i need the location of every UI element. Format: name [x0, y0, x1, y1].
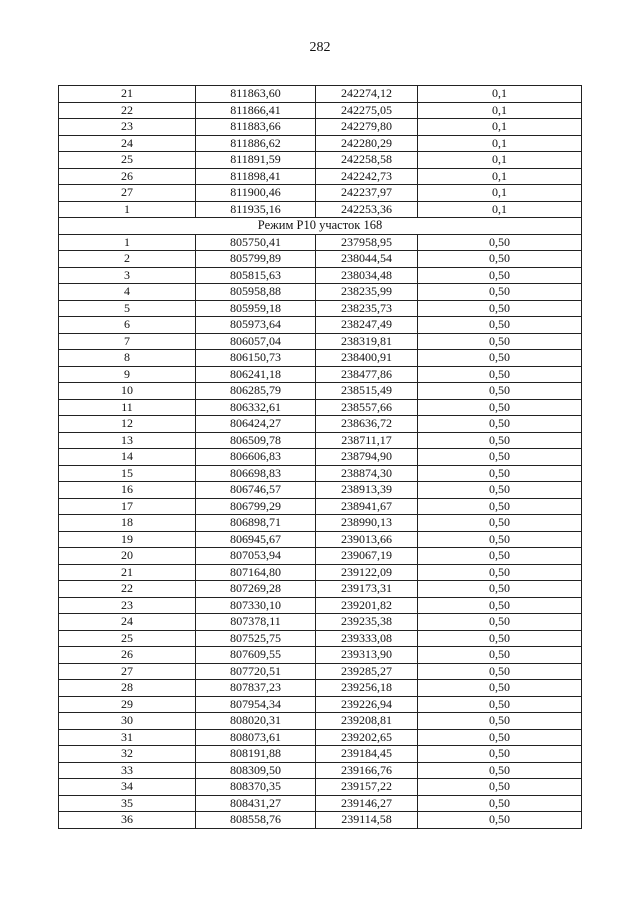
coordinate-row [59, 383, 582, 400]
y-coordinate-cell: 238477,86 [316, 366, 418, 383]
point-number-cell: 1 [59, 201, 196, 218]
accuracy-cell: 0,50 [418, 762, 582, 779]
accuracy-cell: 0,50 [418, 234, 582, 251]
section-title-row [59, 218, 582, 235]
coordinate-row [59, 267, 582, 284]
accuracy-cell: 0,50 [418, 267, 582, 284]
point-number-cell: 6 [59, 317, 196, 334]
coordinate-row [59, 548, 582, 565]
point-number-cell: 4 [59, 284, 196, 301]
coordinate-row [59, 284, 582, 301]
accuracy-cell: 0,1 [418, 119, 582, 136]
accuracy-cell: 0,50 [418, 432, 582, 449]
accuracy-cell: 0,50 [418, 597, 582, 614]
y-coordinate-cell: 242237,97 [316, 185, 418, 202]
y-coordinate-cell: 238913,39 [316, 482, 418, 499]
y-coordinate-cell: 238400,91 [316, 350, 418, 367]
point-number-cell: 27 [59, 663, 196, 680]
x-coordinate-cell: 806898,71 [196, 515, 316, 532]
point-number-cell: 5 [59, 300, 196, 317]
y-coordinate-cell: 242275,05 [316, 102, 418, 119]
point-number-cell: 21 [59, 564, 196, 581]
accuracy-cell: 0,50 [418, 465, 582, 482]
x-coordinate-cell: 807954,34 [196, 696, 316, 713]
x-coordinate-cell: 807525,75 [196, 630, 316, 647]
coordinate-row [59, 647, 582, 664]
point-number-cell: 36 [59, 812, 196, 829]
coordinate-row [59, 399, 582, 416]
point-number-cell: 24 [59, 135, 196, 152]
x-coordinate-cell: 806424,27 [196, 416, 316, 433]
x-coordinate-cell: 806332,61 [196, 399, 316, 416]
point-number-cell: 11 [59, 399, 196, 416]
y-coordinate-cell: 238235,73 [316, 300, 418, 317]
x-coordinate-cell: 807269,28 [196, 581, 316, 598]
point-number-cell: 26 [59, 647, 196, 664]
accuracy-cell: 0,1 [418, 185, 582, 202]
x-coordinate-cell: 811886,62 [196, 135, 316, 152]
point-number-cell: 31 [59, 729, 196, 746]
coordinate-row [59, 713, 582, 730]
accuracy-cell: 0,50 [418, 300, 582, 317]
coordinate-row [59, 366, 582, 383]
coordinate-row [59, 762, 582, 779]
accuracy-cell: 0,50 [418, 251, 582, 268]
coordinate-row [59, 416, 582, 433]
y-coordinate-cell: 239067,19 [316, 548, 418, 565]
coordinate-row [59, 432, 582, 449]
coordinate-row [59, 465, 582, 482]
y-coordinate-cell: 242242,73 [316, 168, 418, 185]
coordinate-row [59, 333, 582, 350]
coordinate-row [59, 482, 582, 499]
y-coordinate-cell: 239173,31 [316, 581, 418, 598]
coordinate-row [59, 515, 582, 532]
accuracy-cell: 0,50 [418, 317, 582, 334]
point-number-cell: 29 [59, 696, 196, 713]
point-number-cell: 9 [59, 366, 196, 383]
y-coordinate-cell: 239333,08 [316, 630, 418, 647]
accuracy-cell: 0,50 [418, 498, 582, 515]
x-coordinate-cell: 805815,63 [196, 267, 316, 284]
y-coordinate-cell: 239285,27 [316, 663, 418, 680]
y-coordinate-cell: 239184,45 [316, 746, 418, 763]
accuracy-cell: 0,50 [418, 729, 582, 746]
y-coordinate-cell: 237958,95 [316, 234, 418, 251]
y-coordinate-cell: 239166,76 [316, 762, 418, 779]
point-number-cell: 7 [59, 333, 196, 350]
y-coordinate-cell: 239114,58 [316, 812, 418, 829]
x-coordinate-cell: 811863,60 [196, 86, 316, 103]
coordinate-row [59, 597, 582, 614]
x-coordinate-cell: 808073,61 [196, 729, 316, 746]
point-number-cell: 32 [59, 746, 196, 763]
accuracy-cell: 0,50 [418, 366, 582, 383]
point-number-cell: 18 [59, 515, 196, 532]
point-number-cell: 14 [59, 449, 196, 466]
x-coordinate-cell: 805973,64 [196, 317, 316, 334]
y-coordinate-cell: 239313,90 [316, 647, 418, 664]
x-coordinate-cell: 806945,67 [196, 531, 316, 548]
section-title: Режим P10 участок 168 [59, 218, 582, 235]
point-number-cell: 10 [59, 383, 196, 400]
point-number-cell: 25 [59, 630, 196, 647]
coordinate-row [59, 449, 582, 466]
point-number-cell: 23 [59, 597, 196, 614]
x-coordinate-cell: 807330,10 [196, 597, 316, 614]
accuracy-cell: 0,1 [418, 135, 582, 152]
point-number-cell: 2 [59, 251, 196, 268]
accuracy-cell: 0,50 [418, 647, 582, 664]
point-number-cell: 27 [59, 185, 196, 202]
point-number-cell: 19 [59, 531, 196, 548]
y-coordinate-cell: 238990,13 [316, 515, 418, 532]
coordinate-row [59, 680, 582, 697]
x-coordinate-cell: 806057,04 [196, 333, 316, 350]
accuracy-cell: 0,50 [418, 713, 582, 730]
x-coordinate-cell: 808020,31 [196, 713, 316, 730]
y-coordinate-cell: 239226,94 [316, 696, 418, 713]
coordinate-row [59, 251, 582, 268]
coordinates-table [58, 85, 582, 829]
coordinate-row [59, 581, 582, 598]
x-coordinate-cell: 806799,29 [196, 498, 316, 515]
point-number-cell: 12 [59, 416, 196, 433]
point-number-cell: 25 [59, 152, 196, 169]
y-coordinate-cell: 239208,81 [316, 713, 418, 730]
accuracy-cell: 0,1 [418, 102, 582, 119]
y-coordinate-cell: 239013,66 [316, 531, 418, 548]
accuracy-cell: 0,50 [418, 746, 582, 763]
y-coordinate-cell: 238711,17 [316, 432, 418, 449]
coordinate-row [59, 300, 582, 317]
x-coordinate-cell: 805959,18 [196, 300, 316, 317]
y-coordinate-cell: 239146,27 [316, 795, 418, 812]
accuracy-cell: 0,50 [418, 482, 582, 499]
point-number-cell: 33 [59, 762, 196, 779]
y-coordinate-cell: 238319,81 [316, 333, 418, 350]
accuracy-cell: 0,1 [418, 168, 582, 185]
x-coordinate-cell: 805958,88 [196, 284, 316, 301]
x-coordinate-cell: 806698,83 [196, 465, 316, 482]
point-number-cell: 26 [59, 168, 196, 185]
point-number-cell: 30 [59, 713, 196, 730]
y-coordinate-cell: 239256,18 [316, 680, 418, 697]
accuracy-cell: 0,50 [418, 812, 582, 829]
point-number-cell: 1 [59, 234, 196, 251]
accuracy-cell: 0,50 [418, 531, 582, 548]
point-number-cell: 34 [59, 779, 196, 796]
point-number-cell: 24 [59, 614, 196, 631]
x-coordinate-cell: 811898,41 [196, 168, 316, 185]
coordinate-row [59, 812, 582, 829]
point-number-cell: 17 [59, 498, 196, 515]
point-number-cell: 16 [59, 482, 196, 499]
coordinate-row [59, 729, 582, 746]
coordinate-row [59, 185, 582, 202]
accuracy-cell: 0,50 [418, 515, 582, 532]
accuracy-cell: 0,50 [418, 614, 582, 631]
point-number-cell: 20 [59, 548, 196, 565]
x-coordinate-cell: 808431,27 [196, 795, 316, 812]
point-number-cell: 15 [59, 465, 196, 482]
accuracy-cell: 0,1 [418, 86, 582, 103]
coordinate-row [59, 614, 582, 631]
point-number-cell: 22 [59, 102, 196, 119]
point-number-cell: 22 [59, 581, 196, 598]
accuracy-cell: 0,50 [418, 416, 582, 433]
y-coordinate-cell: 238636,72 [316, 416, 418, 433]
accuracy-cell: 0,50 [418, 779, 582, 796]
point-number-cell: 28 [59, 680, 196, 697]
x-coordinate-cell: 808309,50 [196, 762, 316, 779]
x-coordinate-cell: 807053,94 [196, 548, 316, 565]
point-number-cell: 8 [59, 350, 196, 367]
x-coordinate-cell: 807164,80 [196, 564, 316, 581]
x-coordinate-cell: 806285,79 [196, 383, 316, 400]
accuracy-cell: 0,50 [418, 284, 582, 301]
x-coordinate-cell: 806150,73 [196, 350, 316, 367]
coordinate-row [59, 168, 582, 185]
coordinate-row [59, 779, 582, 796]
coordinate-row [59, 564, 582, 581]
coordinate-row [59, 498, 582, 515]
y-coordinate-cell: 238874,30 [316, 465, 418, 482]
y-coordinate-cell: 238515,49 [316, 383, 418, 400]
y-coordinate-cell: 238247,49 [316, 317, 418, 334]
x-coordinate-cell: 805799,89 [196, 251, 316, 268]
x-coordinate-cell: 806746,57 [196, 482, 316, 499]
x-coordinate-cell: 807837,23 [196, 680, 316, 697]
y-coordinate-cell: 238794,90 [316, 449, 418, 466]
accuracy-cell: 0,50 [418, 680, 582, 697]
x-coordinate-cell: 805750,41 [196, 234, 316, 251]
y-coordinate-cell: 239235,38 [316, 614, 418, 631]
coordinate-row [59, 663, 582, 680]
x-coordinate-cell: 808191,88 [196, 746, 316, 763]
coordinate-row [59, 531, 582, 548]
accuracy-cell: 0,50 [418, 581, 582, 598]
coordinate-row [59, 86, 582, 103]
accuracy-cell: 0,50 [418, 564, 582, 581]
y-coordinate-cell: 239201,82 [316, 597, 418, 614]
accuracy-cell: 0,50 [418, 383, 582, 400]
coordinate-row [59, 696, 582, 713]
coordinate-row [59, 102, 582, 119]
y-coordinate-cell: 238235,99 [316, 284, 418, 301]
accuracy-cell: 0,50 [418, 548, 582, 565]
coordinate-row [59, 350, 582, 367]
accuracy-cell: 0,50 [418, 333, 582, 350]
accuracy-cell: 0,50 [418, 696, 582, 713]
y-coordinate-cell: 242280,29 [316, 135, 418, 152]
accuracy-cell: 0,50 [418, 449, 582, 466]
x-coordinate-cell: 806509,78 [196, 432, 316, 449]
x-coordinate-cell: 806606,83 [196, 449, 316, 466]
y-coordinate-cell: 239202,65 [316, 729, 418, 746]
accuracy-cell: 0,50 [418, 795, 582, 812]
x-coordinate-cell: 811866,41 [196, 102, 316, 119]
coordinates-table-body [59, 86, 582, 829]
x-coordinate-cell: 808370,35 [196, 779, 316, 796]
coordinate-row [59, 746, 582, 763]
page-number: 282 [309, 40, 331, 55]
y-coordinate-cell: 239157,22 [316, 779, 418, 796]
y-coordinate-cell: 238941,67 [316, 498, 418, 515]
y-coordinate-cell: 238034,48 [316, 267, 418, 284]
point-number-cell: 13 [59, 432, 196, 449]
point-number-cell: 23 [59, 119, 196, 136]
accuracy-cell: 0,50 [418, 350, 582, 367]
x-coordinate-cell: 811900,46 [196, 185, 316, 202]
accuracy-cell: 0,1 [418, 152, 582, 169]
x-coordinate-cell: 807609,55 [196, 647, 316, 664]
point-number-cell: 3 [59, 267, 196, 284]
point-number-cell: 35 [59, 795, 196, 812]
y-coordinate-cell: 242279,80 [316, 119, 418, 136]
accuracy-cell: 0,50 [418, 663, 582, 680]
x-coordinate-cell: 807378,11 [196, 614, 316, 631]
y-coordinate-cell: 239122,09 [316, 564, 418, 581]
y-coordinate-cell: 238557,66 [316, 399, 418, 416]
coordinate-row [59, 119, 582, 136]
point-number-cell: 21 [59, 86, 196, 103]
coordinate-row [59, 234, 582, 251]
accuracy-cell: 0,1 [418, 201, 582, 218]
y-coordinate-cell: 242253,36 [316, 201, 418, 218]
x-coordinate-cell: 806241,18 [196, 366, 316, 383]
x-coordinate-cell: 808558,76 [196, 812, 316, 829]
y-coordinate-cell: 242274,12 [316, 86, 418, 103]
accuracy-cell: 0,50 [418, 399, 582, 416]
x-coordinate-cell: 811891,59 [196, 152, 316, 169]
coordinate-row [59, 317, 582, 334]
coordinate-row [59, 795, 582, 812]
y-coordinate-cell: 238044,54 [316, 251, 418, 268]
x-coordinate-cell: 811883,66 [196, 119, 316, 136]
y-coordinate-cell: 242258,58 [316, 152, 418, 169]
coordinate-row [59, 201, 582, 218]
coordinate-row [59, 630, 582, 647]
x-coordinate-cell: 811935,16 [196, 201, 316, 218]
coordinate-row [59, 152, 582, 169]
x-coordinate-cell: 807720,51 [196, 663, 316, 680]
accuracy-cell: 0,50 [418, 630, 582, 647]
coordinate-row [59, 135, 582, 152]
